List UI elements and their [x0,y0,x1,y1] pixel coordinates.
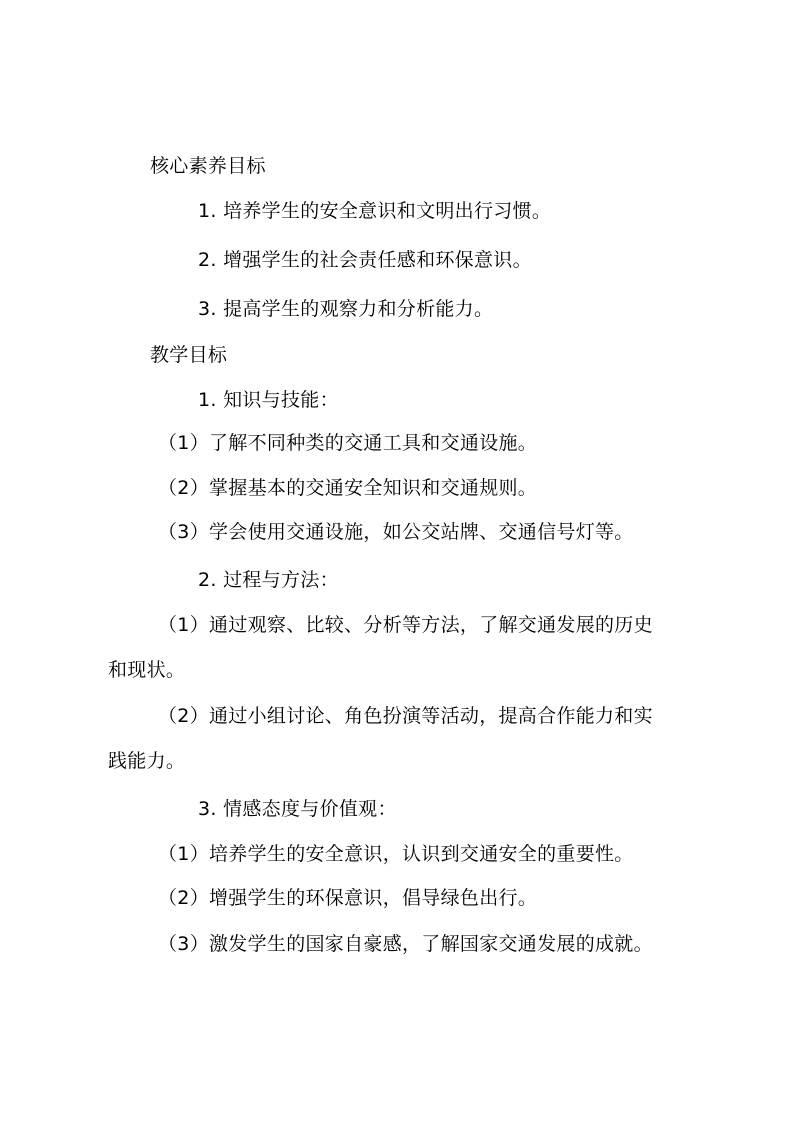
core-item-3: 3. 提高学生的观察力和分析能力。 [198,298,494,320]
section3-item-1: （1）培养学生的安全意识，认识到交通安全的重要性。 [158,843,634,865]
section2-item-2-line-2: 践能力。 [108,750,186,772]
section2-title: 2. 过程与方法： [198,569,339,591]
core-item-1: 1. 培养学生的安全意识和文明出行习惯。 [198,200,552,222]
section1-item-1: （1）了解不同种类的交通工具和交通设施。 [158,432,538,454]
teach-heading: 教学目标 [150,344,228,366]
section3-title: 3. 情感态度与价值观： [198,798,397,820]
section1-title: 1. 知识与技能： [198,389,339,411]
core-item-2: 2. 增强学生的社会责任感和环保意识。 [198,249,532,271]
section3-item-2: （2）增强学生的环保意识，倡导绿色出行。 [158,887,538,909]
section2-item-1-line-1: （1）通过观察、比较、分析等方法，了解交通发展的历史 [158,614,653,636]
section1-item-3: （3）学会使用交通设施，如公交站牌、交通信号灯等。 [158,521,634,543]
section2-item-2-line-1: （2）通过小组讨论、角色扮演等活动，提高合作能力和实 [158,705,653,727]
section1-item-2: （2）掌握基本的交通安全知识和交通规则。 [158,477,538,499]
section2-item-1-line-2: 和现状。 [108,659,186,681]
section3-item-3: （3）激发学生的国家自豪感，了解国家交通发展的成就。 [158,933,653,955]
core-heading: 核心素养目标 [150,155,266,177]
